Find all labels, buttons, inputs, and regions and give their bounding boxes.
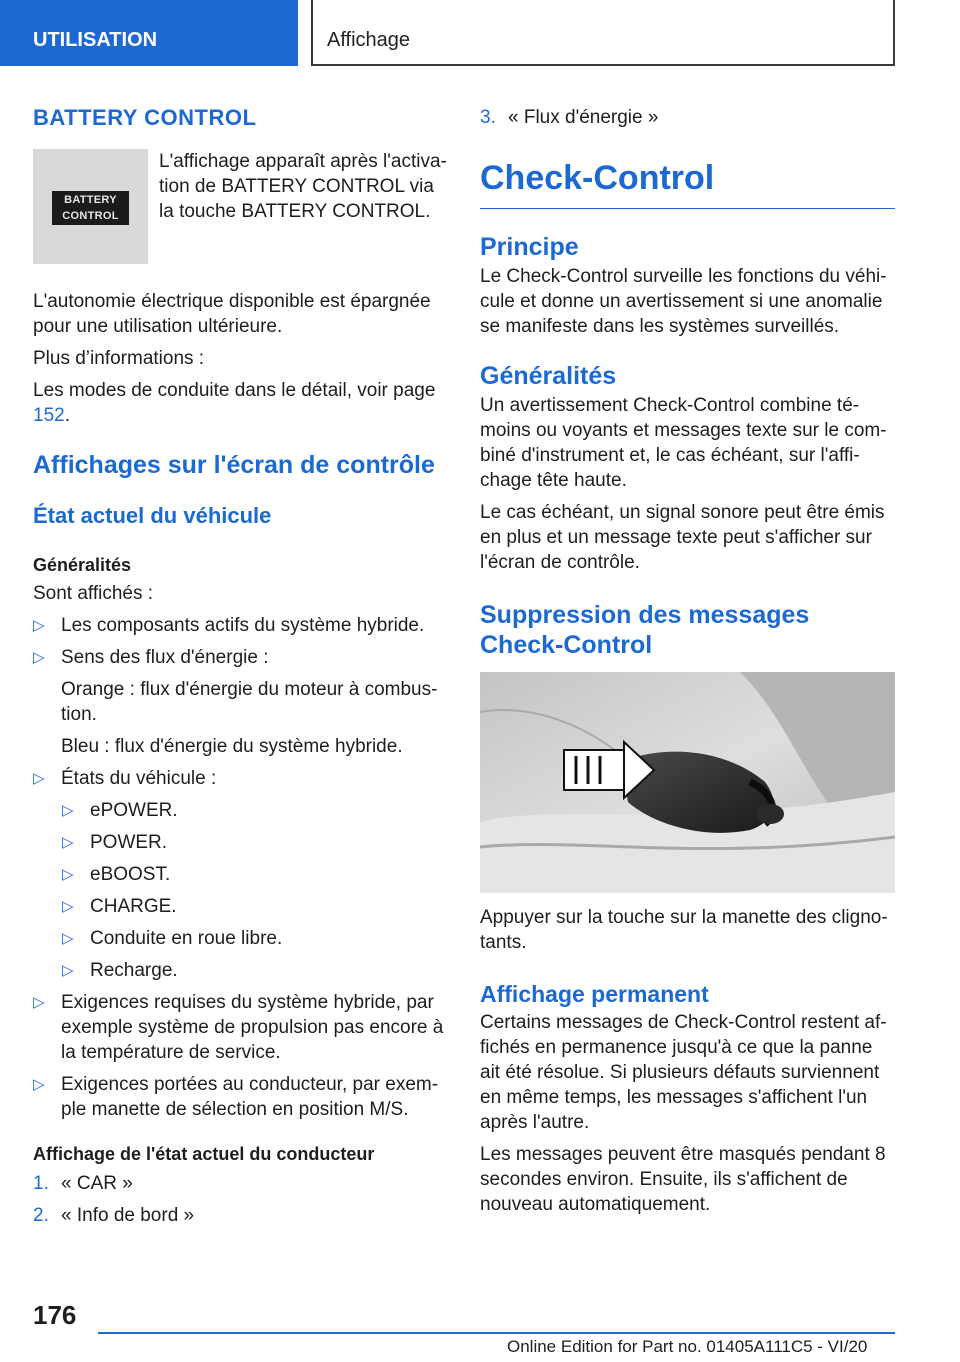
sub-list-item: ▷ eBOOST.: [62, 864, 171, 885]
section-label: UTILISATION: [33, 29, 158, 51]
battery-control-description: L'affichage apparaît après l'activa-tion de BATTERY CONTROL via la touche BATTERY CONTROL.: [159, 151, 447, 222]
section-heading: Principe: [480, 233, 579, 261]
list-item: ▷ Exigences portées au conducteur, par exem-ple manette de sélection en position M/S.: [33, 1074, 439, 1120]
subsection-heading: Affichage permanent: [480, 981, 709, 1007]
paragraph: Un avertissement Check-Control combine té-moins ou voyants et messages texte sur le com-biné d'instrument et, le cas échéant, sur l'affi-chage tête haute.: [480, 395, 887, 491]
chapter-tab: [311, 0, 895, 66]
triangle-bullet-icon: ▷: [62, 834, 74, 851]
triangle-bullet-icon: ▷: [33, 617, 45, 634]
right-column: [480, 100, 895, 1217]
paragraph: Les messages peuvent être masqués pendant 8 secondes environ. Ensuite, ils s'affichent de nouveau automatiquement.: [480, 1144, 886, 1215]
triangle-bullet-icon: ▷: [62, 898, 74, 915]
turn-signal-lever-illustration: [480, 672, 895, 893]
triangle-bullet-icon: ▷: [62, 866, 74, 883]
section-heading: Affichages sur l'écran de contrôle: [33, 451, 435, 479]
paragraph: Le cas échéant, un signal sonore peut être émis en plus et un message texte peut s'afficher sur l'écran de contrôle.: [480, 502, 885, 573]
triangle-bullet-icon: ▷: [62, 802, 74, 819]
list-item: ▷ Exigences requises du système hybride, par exemple système de propulsion pas encore à la température de service.: [33, 992, 444, 1063]
item-number: 3.: [480, 107, 496, 128]
numbered-item: 1. « CAR »: [33, 1173, 133, 1194]
item-number: 1.: [33, 1173, 49, 1194]
left-column: [33, 100, 449, 1228]
paragraph: Plus d’informations :: [33, 348, 205, 369]
section-heading: Suppression des messages Check-Control: [480, 601, 810, 659]
list-item: ▷ Sens des flux d'énergie : Orange : flux d'énergie du moteur à combus-tion. Bleu : flux d'énergie du système hybride.: [33, 647, 438, 757]
paragraph: Certains messages de Check-Control restent af-fichés en permanence jusqu'à ce que la panne ait été résolue. Si plusieurs défauts surviennent en même temps, les messages s'affichent l'un après l'autre.: [480, 1012, 887, 1133]
minor-heading: Affichage de l'état actuel du conducteur: [33, 1144, 375, 1164]
triangle-bullet-icon: ▷: [62, 962, 74, 979]
paragraph: Sont affichés :: [33, 583, 154, 604]
list-item: ▷ Les composants actifs du système hybride.: [33, 615, 425, 636]
section-heading: Généralités: [480, 362, 617, 390]
paragraph: Les modes de conduite dans le détail, voir page 152.: [33, 380, 436, 426]
numbered-item: 2. « Info de bord »: [33, 1205, 195, 1226]
sub-list-item: ▷ CHARGE.: [62, 896, 177, 917]
minor-heading: Généralités: [33, 555, 132, 575]
triangle-bullet-icon: ▷: [33, 770, 45, 787]
paragraph: L'autonomie électrique disponible est épargnée pour une utilisation ultérieure.: [33, 291, 431, 337]
chapter-heading: Check-Control: [480, 158, 895, 209]
page-link[interactable]: 152: [33, 405, 65, 426]
triangle-bullet-icon: ▷: [62, 930, 74, 947]
triangle-bullet-icon: ▷: [33, 994, 45, 1011]
list-item: ▷ États du véhicule :: [33, 768, 217, 789]
turn-signal-lever-image: [480, 672, 895, 893]
sub-list-item: ▷ Conduite en roue libre.: [62, 928, 283, 949]
numbered-item: 3. « Flux d'énergie »: [480, 107, 659, 128]
battery-control-button-image: [33, 149, 148, 264]
section-tab: [0, 0, 298, 66]
subsection-heading: État actuel du véhicule: [33, 503, 272, 528]
sub-list-item: ▷ ePOWER.: [62, 800, 178, 821]
triangle-bullet-icon: ▷: [33, 1076, 45, 1093]
battery-control-heading: BATTERY CONTROL: [33, 105, 257, 130]
item-number: 2.: [33, 1205, 49, 1226]
paragraph: Le Check-Control surveille les fonctions du véhi-cule et donne un avertissement si une anomalie se manifeste dans les systèmes surveillés.: [480, 266, 887, 337]
page-number: 176: [33, 1300, 77, 1330]
triangle-bullet-icon: ▷: [33, 649, 45, 666]
battery-control-button-icon: BATTERY CONTROL: [52, 191, 129, 225]
paragraph: Appuyer sur la touche sur la manette des cligno-tants.: [480, 907, 888, 953]
page-header: [0, 0, 960, 66]
sub-list-item: ▷ POWER.: [62, 832, 168, 853]
battery-control-block: [33, 137, 449, 259]
chapter-label: Affichage: [327, 29, 411, 51]
sub-list-item: ▷ Recharge.: [62, 960, 178, 981]
edition-note: Online Edition for Part no. 01405A111C5 - VI/20: [507, 1337, 868, 1356]
footer-divider: [98, 1332, 895, 1334]
